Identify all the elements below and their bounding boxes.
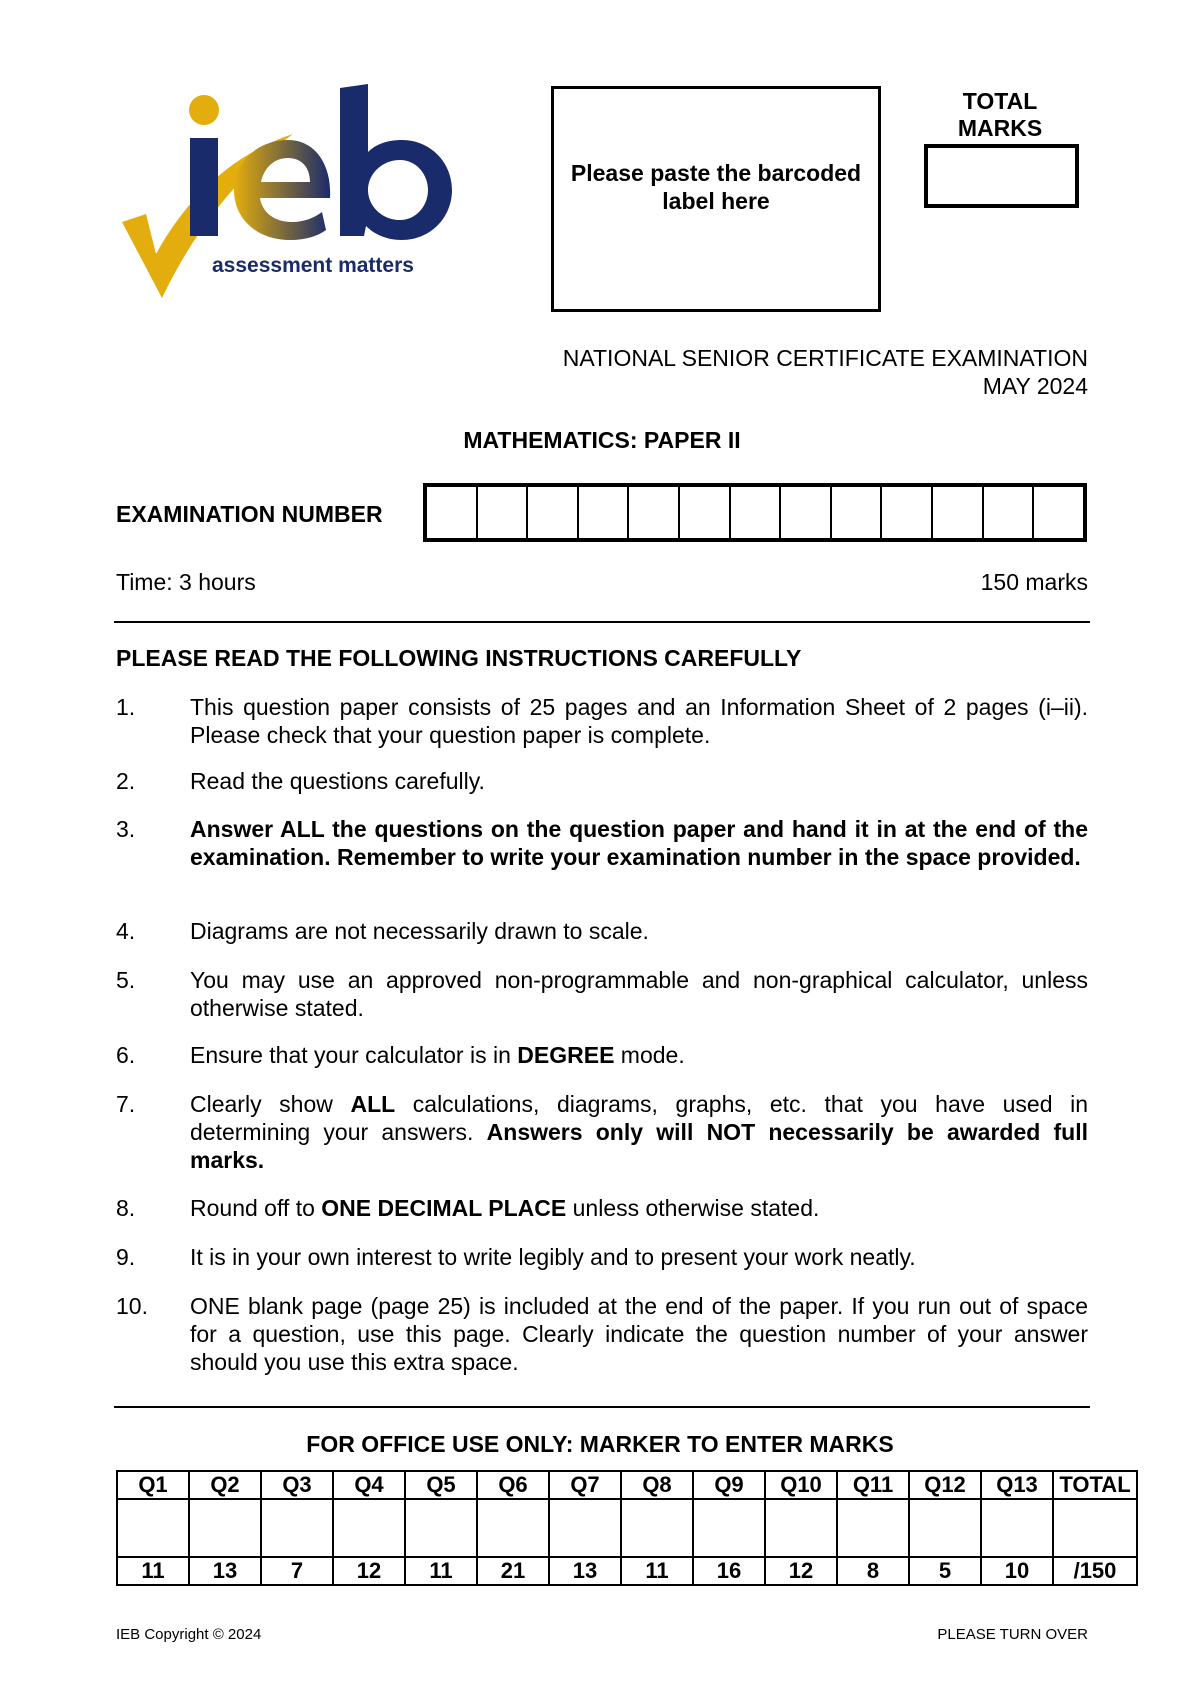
mark-entry-cell[interactable] (621, 1499, 693, 1557)
barcode-instruction: Please paste the barcoded label here (570, 160, 862, 214)
instruction-text: It is in your own interest to write legibly and to present your work neatly. (190, 1244, 916, 1270)
footer-copyright: IEB Copyright © 2024 (116, 1626, 262, 1643)
instruction-item (116, 1194, 1088, 1222)
exam-number-digit-box[interactable] (731, 487, 782, 538)
question-header: Q1 (117, 1471, 189, 1499)
i-stem (190, 138, 218, 236)
instruction-text: This question paper consists of 25 pages and an Information Sheet of 2 pages (i–ii). Please check that your question paper is complete. (190, 694, 1088, 748)
logo-tagline: assessment matters (212, 254, 414, 277)
paper-title (0, 427, 1200, 454)
instruction-text-part: mode. (614, 1042, 685, 1068)
max-mark: 11 (117, 1557, 189, 1585)
question-header: Q6 (477, 1471, 549, 1499)
exam-marks: 150 marks (980, 569, 1088, 595)
instruction-text-part: Round off to (190, 1195, 322, 1221)
b-letter (340, 84, 452, 240)
total-marks-box[interactable] (924, 144, 1079, 208)
max-mark: 7 (261, 1557, 333, 1585)
mark-entry-cell[interactable] (405, 1499, 477, 1557)
exam-number-digit-box[interactable] (781, 487, 832, 538)
max-mark: 13 (549, 1557, 621, 1585)
instruction-item (116, 815, 1088, 871)
instruction-text (190, 1090, 1088, 1174)
question-header: Q11 (837, 1471, 909, 1499)
instruction-emphasis: Answers only will NOT necessarily be awarded full marks. (190, 1119, 1089, 1173)
mark-entry-cell[interactable] (837, 1499, 909, 1557)
marks-entry-row (117, 1499, 1137, 1557)
instruction-text-part: Clearly show (190, 1091, 351, 1117)
instruction-number: 9. (116, 1244, 136, 1270)
question-header: Q2 (189, 1471, 261, 1499)
exam-title: NATIONAL SENIOR CERTIFICATE EXAMINATION (562, 345, 1088, 371)
mark-entry-cell[interactable] (693, 1499, 765, 1557)
footer-turn-over: PLEASE TURN OVER (937, 1626, 1088, 1643)
instruction-number: 7. (116, 1091, 136, 1117)
i-dot (189, 95, 219, 125)
max-mark: 16 (693, 1557, 765, 1585)
paper-title-text: MATHEMATICS: PAPER II (463, 427, 741, 453)
question-header: Q4 (333, 1471, 405, 1499)
exam-date: MAY 2024 (982, 373, 1088, 399)
exam-number-label: EXAMINATION NUMBER (116, 501, 383, 527)
exam-number-digit-box[interactable] (629, 487, 680, 538)
instruction-text (190, 1041, 1088, 1069)
mark-entry-cell[interactable] (549, 1499, 621, 1557)
max-mark: 5 (909, 1557, 981, 1585)
instruction-number: 5. (116, 967, 136, 993)
instruction-item (116, 767, 1088, 795)
office-use-heading: FOR OFFICE USE ONLY: MARKER TO ENTER MARKS (306, 1431, 894, 1457)
mark-entry-cell[interactable] (981, 1499, 1053, 1557)
max-mark: 12 (333, 1557, 405, 1585)
question-header: Q13 (981, 1471, 1053, 1499)
total-entry-cell[interactable] (1053, 1499, 1137, 1557)
instruction-text-part: calculations, diagrams, graphs, etc. that you have used in determining your answers. (190, 1091, 1089, 1145)
instruction-item (116, 1243, 1088, 1271)
instruction-text: You may use an approved non-programmable and non-graphical calculator, unless otherwise stated. (190, 967, 1088, 1021)
exam-time: Time: 3 hours (116, 569, 256, 595)
max-mark: 21 (477, 1557, 549, 1585)
max-mark: 11 (405, 1557, 477, 1585)
instruction-number: 4. (116, 918, 136, 944)
max-mark: 11 (621, 1557, 693, 1585)
exam-number-boxes (423, 483, 1087, 542)
mark-entry-cell[interactable] (909, 1499, 981, 1557)
exam-number-digit-box[interactable] (528, 487, 579, 538)
question-header: Q5 (405, 1471, 477, 1499)
instruction-text-part: unless otherwise stated. (566, 1195, 820, 1221)
exam-number-digit-box[interactable] (1034, 487, 1083, 538)
instruction-number: 3. (116, 816, 136, 842)
question-header: Q10 (765, 1471, 837, 1499)
instruction-emphasis: ALL (350, 1091, 396, 1117)
marks-header-row (117, 1471, 1137, 1499)
max-mark: 12 (765, 1557, 837, 1585)
exam-number-digit-box[interactable] (478, 487, 529, 538)
ieb-logo (118, 82, 458, 312)
instruction-item (116, 1041, 1088, 1069)
instruction-number: 1. (116, 694, 136, 720)
instruction-text: Answer ALL the questions on the question paper and hand it in at the end of the examination. Remember to write your examination number in the space provided. (190, 816, 1088, 870)
divider (114, 1406, 1090, 1408)
exam-number-digit-box[interactable] (579, 487, 630, 538)
exam-number-digit-box[interactable] (832, 487, 883, 538)
instruction-item (116, 693, 1088, 749)
mark-entry-cell[interactable] (117, 1499, 189, 1557)
exam-number-digit-box[interactable] (427, 487, 478, 538)
marks-table (116, 1470, 1138, 1586)
instruction-item (116, 1292, 1088, 1376)
max-mark: 13 (189, 1557, 261, 1585)
total-marks-label: TOTAL MARKS (957, 88, 1043, 141)
divider (114, 621, 1090, 623)
question-header: Q7 (549, 1471, 621, 1499)
max-mark: 10 (981, 1557, 1053, 1585)
instruction-item (116, 917, 1088, 945)
max-marks-row (117, 1557, 1137, 1585)
mark-entry-cell[interactable] (261, 1499, 333, 1557)
instruction-text: ONE blank page (page 25) is included at the end of the paper. If you run out of space for a question, use this page. Clearly indicate the question number of your answer should you use this extra space. (190, 1293, 1088, 1375)
mark-entry-cell[interactable] (765, 1499, 837, 1557)
instruction-item (116, 1090, 1088, 1174)
exam-number-digit-box[interactable] (680, 487, 731, 538)
instruction-text-part: Ensure that your calculator is in (190, 1042, 518, 1068)
instruction-number: 2. (116, 768, 136, 794)
max-mark: 8 (837, 1557, 909, 1585)
instruction-item (116, 966, 1088, 1022)
instructions-heading: PLEASE READ THE FOLLOWING INSTRUCTIONS CAREFULLY (116, 645, 802, 671)
instruction-text: Read the questions carefully. (190, 768, 485, 794)
exam-number-digit-box[interactable] (882, 487, 933, 538)
instruction-number: 6. (116, 1042, 136, 1068)
instruction-text: Diagrams are not necessarily drawn to scale. (190, 918, 649, 944)
instruction-emphasis: ONE DECIMAL PLACE (321, 1195, 567, 1221)
exam-number-digit-box[interactable] (933, 487, 984, 538)
question-header: Q12 (909, 1471, 981, 1499)
instruction-emphasis: DEGREE (517, 1042, 615, 1068)
mark-entry-cell[interactable] (189, 1499, 261, 1557)
max-total: /150 (1053, 1557, 1137, 1585)
instruction-number: 10. (116, 1293, 148, 1319)
question-header: Q9 (693, 1471, 765, 1499)
mark-entry-cell[interactable] (477, 1499, 549, 1557)
instruction-number: 8. (116, 1195, 136, 1221)
question-header: Q3 (261, 1471, 333, 1499)
instruction-text (190, 1194, 1088, 1222)
question-header: Q8 (621, 1471, 693, 1499)
total-header: TOTAL (1053, 1471, 1137, 1499)
barcode-label-box (551, 86, 881, 312)
exam-number-digit-box[interactable] (984, 487, 1035, 538)
mark-entry-cell[interactable] (333, 1499, 405, 1557)
